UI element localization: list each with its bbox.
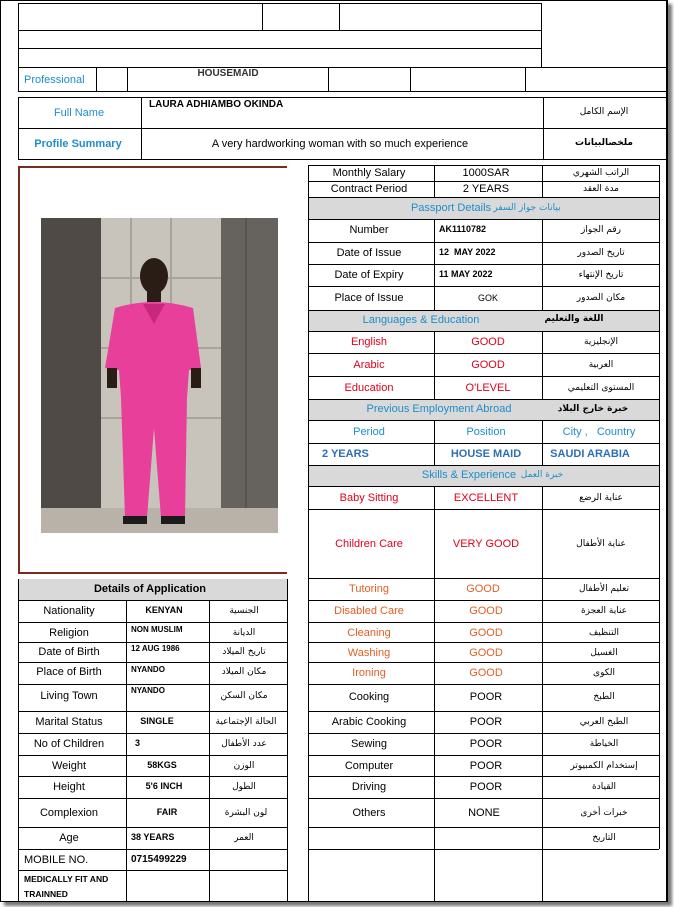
grid-line: [308, 509, 659, 510]
marital-status-ar: الحالة الإجتماعية: [215, 717, 277, 727]
grid-line: [308, 242, 659, 243]
lang-english-ar: الإنجليزية: [584, 337, 618, 347]
grid-line: [141, 97, 142, 159]
skill-others-value: NONE: [468, 807, 500, 819]
height-label: Height: [53, 781, 85, 793]
skill-sewing-value: POOR: [469, 738, 503, 750]
passport-title: Passport Details: [410, 202, 492, 214]
complexion-value: FAIR: [156, 807, 178, 817]
lang-arabic-ar: العربية: [588, 360, 614, 370]
grid-line: [18, 642, 287, 643]
full-name-ar: الإسم الكامل: [579, 107, 629, 117]
age-label: Age: [59, 832, 79, 844]
grid-line: [18, 798, 287, 799]
grid-line: [18, 30, 541, 31]
grid-line: [308, 711, 659, 712]
skill-arabic-cooking-label: Arabic Cooking: [331, 716, 407, 728]
professional-label: Professional: [24, 74, 85, 86]
nationality-ar: الجنسية: [229, 606, 259, 616]
skill-computer-value: POOR: [469, 760, 503, 772]
contract-label: Contract Period: [330, 183, 408, 195]
summary-value: A very hardworking woman with so much experience: [211, 138, 469, 150]
grid-line: [18, 67, 19, 91]
medical-status-line2: TRAINNED: [24, 889, 68, 899]
grid-line: [96, 67, 97, 91]
nationality-value: KENYAN: [145, 605, 183, 615]
passport-number-label: Number: [349, 224, 389, 236]
grid-line: [18, 755, 287, 756]
grid-line: [308, 286, 659, 287]
grid-line: [18, 622, 287, 623]
skill-others-label: Others: [352, 807, 386, 819]
skill-computer-ar: إستخدام الكمبيوتر: [570, 761, 638, 771]
grid-line: [308, 264, 659, 265]
grid-line: [308, 578, 659, 579]
skill-baby-sitting-ar: عناية الرضع: [579, 493, 623, 503]
grid-line: [328, 67, 329, 91]
grid-line: [18, 600, 287, 601]
grid-line: [308, 376, 659, 377]
skill-driving-label: Driving: [351, 781, 387, 793]
lang-english-value: GOOD: [471, 336, 505, 348]
grid-line: [542, 420, 543, 465]
skill-tutoring-label: Tutoring: [349, 583, 389, 595]
employment-title: Previous Employment Abroad: [366, 403, 512, 415]
lang-arabic-value: GOOD: [471, 359, 505, 371]
grid-line: [18, 48, 541, 49]
employment-title-ar: خبرة خارج البلاد: [557, 404, 629, 414]
grid-line: [543, 97, 544, 159]
employment-country-value: SAUDI ARABIA: [550, 448, 630, 460]
pob-value: NYANDO: [131, 665, 165, 674]
skill-washing-ar: الغسيل: [590, 648, 618, 658]
skill-driving-value: POOR: [469, 781, 503, 793]
skill-others-ar: خبرات أخرى: [580, 808, 628, 818]
grid-line: [18, 684, 287, 685]
skill-ironing-label: Ironing: [352, 667, 386, 679]
date-ar: التاريخ: [592, 833, 616, 843]
grid-line: [339, 3, 340, 30]
grid-line: [308, 662, 659, 663]
application-title: Details of Application: [93, 583, 207, 595]
skill-disabled-care-ar: عناية العجزة: [580, 606, 628, 616]
grid-line: [308, 353, 659, 354]
marital-status-label: Marital Status: [35, 716, 103, 728]
passport-number-value: AK1110782: [439, 224, 487, 234]
skill-driving-ar: القيادة: [592, 782, 616, 792]
passport-place-label: Place of Issue: [334, 292, 404, 304]
grid-line: [542, 486, 543, 901]
grid-line: [666, 1, 667, 901]
weight-ar: الوزن: [233, 761, 255, 771]
passport-issue-label: Date of Issue: [336, 247, 402, 259]
grid-line: [127, 67, 128, 91]
contract-value: 2 YEARS: [462, 183, 510, 195]
salary-label: Monthly Salary: [332, 167, 406, 179]
passport-expiry-ar: تاريخ الإنتهاء: [578, 270, 624, 280]
grid-line: [18, 97, 666, 98]
grid-line: [308, 331, 659, 332]
grid-line: [659, 165, 660, 849]
passport-place-ar: مكان الصدور: [576, 293, 626, 303]
living-town-ar: مكان السكن: [220, 691, 268, 701]
grid-line: [308, 642, 659, 643]
grid-line: [525, 67, 526, 91]
grid-line: [308, 776, 659, 777]
summary-ar: ملخصالبيانات: [575, 138, 633, 148]
skill-cooking-ar: الطبخ: [593, 692, 615, 702]
skill-arabic-cooking-ar: الطبخ العربي: [579, 717, 629, 727]
height-value: 5'6 INCH: [145, 781, 183, 791]
full-name-value: LAURA ADHIAMBO OKINDA: [149, 99, 284, 110]
skill-tutoring-ar: تعليم الأطفال: [578, 584, 630, 594]
grid-line: [308, 600, 659, 601]
grid-line: [308, 849, 659, 850]
grid-line: [18, 827, 287, 828]
grid-line: [18, 711, 287, 712]
grid-line: [18, 3, 541, 4]
position-value: HOUSEMAID: [197, 68, 259, 79]
skill-tutoring-value: GOOD: [466, 583, 500, 595]
complexion-label: Complexion: [39, 807, 99, 819]
religion-label: Religion: [49, 627, 89, 639]
mobile-value: 0715499229: [131, 854, 187, 865]
grid-line: [18, 901, 666, 902]
salary-value: 1000SAR: [462, 167, 510, 179]
grid-line: [308, 755, 659, 756]
grid-line: [410, 67, 411, 91]
skill-cooking-value: POOR: [469, 691, 503, 703]
employment-period-header: Period: [353, 426, 385, 438]
grid-line: [308, 798, 659, 799]
pob-ar: مكان الميلاد: [221, 667, 267, 677]
skill-washing-value: GOOD: [469, 647, 503, 659]
living-town-label: Living Town: [40, 690, 98, 702]
religion-ar: الديانة: [232, 628, 256, 638]
grid-line: [308, 622, 659, 623]
skills-title: Skills & Experience: [421, 469, 517, 481]
grid-line: [308, 219, 659, 220]
skill-computer-label: Computer: [344, 760, 394, 772]
employment-position-header: Position: [466, 426, 506, 438]
skill-cleaning-label: Cleaning: [347, 627, 391, 639]
skill-disabled-care-label: Disabled Care: [334, 605, 404, 617]
grid-line: [18, 776, 287, 777]
religion-value: NON MUSLIM: [131, 625, 183, 634]
grid-line: [308, 684, 659, 685]
grid-line: [308, 165, 659, 166]
lang-english-label: English: [350, 336, 388, 348]
dob-label: Date of Birth: [38, 646, 100, 658]
languages-title: Languages & Education: [362, 314, 480, 326]
passport-expiry-label: Date of Expiry: [334, 269, 404, 281]
skill-cooking-label: Cooking: [348, 691, 390, 703]
skill-washing-label: Washing: [347, 647, 391, 659]
passport-expiry-value: 11 MAY 2022: [439, 269, 493, 279]
skill-ironing-ar: الكوى: [593, 668, 615, 678]
summary-label: Profile Summary: [34, 138, 122, 150]
mobile-label: MOBILE NO.: [24, 854, 89, 866]
marital-status-value: SINGLE: [140, 716, 174, 726]
grid-line: [308, 486, 659, 487]
employment-city-header: City , Country: [562, 426, 636, 438]
children-ar: عدد الأطفال: [221, 739, 267, 749]
complexion-ar: لون البشرة: [224, 808, 268, 818]
passport-title-ar: بيانات جواز السفر: [493, 203, 561, 213]
skill-ironing-value: GOOD: [469, 667, 503, 679]
nationality-label: Nationality: [43, 605, 95, 617]
dob-value: 12 AUG 1986: [131, 644, 180, 653]
grid-line: [434, 165, 435, 198]
living-town-value: NYANDO: [131, 686, 165, 695]
full-name-label: Full Name: [53, 107, 105, 119]
candidate-photo-image: [41, 218, 278, 533]
skill-disabled-care-value: GOOD: [469, 605, 503, 617]
passport-issue-ar: تاريخ الصدور: [577, 248, 625, 258]
dob-ar: تاريخ الميلاد: [222, 647, 266, 657]
grid-line: [18, 159, 666, 160]
grid-line: [18, 870, 287, 871]
grid-line: [434, 420, 435, 465]
passport-issue-value: 12 MAY 2022: [439, 247, 496, 257]
skill-children-care-value: VERY GOOD: [452, 538, 520, 550]
grid-line: [18, 849, 287, 850]
grid-line: [308, 733, 659, 734]
education-ar: المستوى التعليمي: [567, 383, 635, 393]
languages-band: [308, 311, 659, 331]
skill-sewing-ar: الخياطة: [589, 739, 619, 749]
grid-line: [126, 600, 127, 901]
weight-value: 58KGS: [147, 760, 177, 770]
grid-line: [18, 91, 666, 92]
education-label: Education: [344, 382, 394, 394]
grid-line: [541, 3, 542, 67]
grid-line: [542, 331, 543, 399]
skill-cleaning-value: GOOD: [469, 627, 503, 639]
grid-line: [434, 219, 435, 311]
weight-label: Weight: [51, 760, 87, 772]
grid-line: [434, 486, 435, 901]
grid-line: [18, 733, 287, 734]
grid-line: [18, 67, 666, 68]
grid-line: [542, 165, 543, 198]
medical-status-line1: MEDICALLY FIT AND: [24, 874, 109, 884]
skill-baby-sitting-value: EXCELLENT: [453, 492, 519, 504]
skill-arabic-cooking-value: POOR: [469, 716, 503, 728]
grid-line: [542, 219, 543, 311]
skill-baby-sitting-label: Baby Sitting: [339, 492, 399, 504]
passport-number-ar: رقم الجواز: [580, 225, 622, 235]
education-value: O'LEVEL: [465, 382, 511, 394]
lang-arabic-label: Arabic: [353, 359, 385, 371]
grid-line: [18, 128, 666, 129]
skill-sewing-label: Sewing: [350, 738, 388, 750]
age-ar: العمر: [234, 833, 254, 843]
grid-line: [308, 165, 309, 901]
age-value: 38 YEARS: [131, 832, 175, 842]
grid-line: [308, 420, 659, 421]
grid-line: [308, 181, 659, 182]
salary-ar: الراتب الشهري: [572, 168, 630, 178]
passport-place-value: GOK: [477, 293, 499, 303]
children-label: No of Children: [33, 738, 105, 750]
grid-line: [262, 3, 263, 30]
contract-ar: مدة العقد: [583, 184, 619, 194]
skill-children-care-label: Children Care: [335, 538, 403, 550]
pob-label: Place of Birth: [36, 666, 102, 678]
skill-cleaning-ar: التنظيف: [588, 628, 620, 638]
children-value: 3: [135, 738, 141, 748]
grid-line: [434, 331, 435, 399]
height-ar: الطول: [232, 782, 256, 792]
grid-line: [18, 97, 19, 159]
candidate-photo: [41, 218, 278, 533]
languages-title-ar: اللغة والتعليم: [544, 314, 604, 324]
grid-line: [18, 3, 19, 67]
skills-title-ar: خبرة العمل: [520, 470, 564, 480]
grid-line: [308, 827, 659, 828]
employment-position-value: HOUSE MAID: [450, 448, 522, 460]
grid-line: [18, 662, 287, 663]
employment-period-value: 2 YEARS: [322, 448, 369, 460]
grid-line: [209, 600, 210, 901]
grid-line: [18, 579, 19, 901]
grid-line: [287, 579, 288, 901]
skill-children-care-ar: عناية الأطفال: [576, 539, 626, 549]
grid-line: [308, 443, 659, 444]
